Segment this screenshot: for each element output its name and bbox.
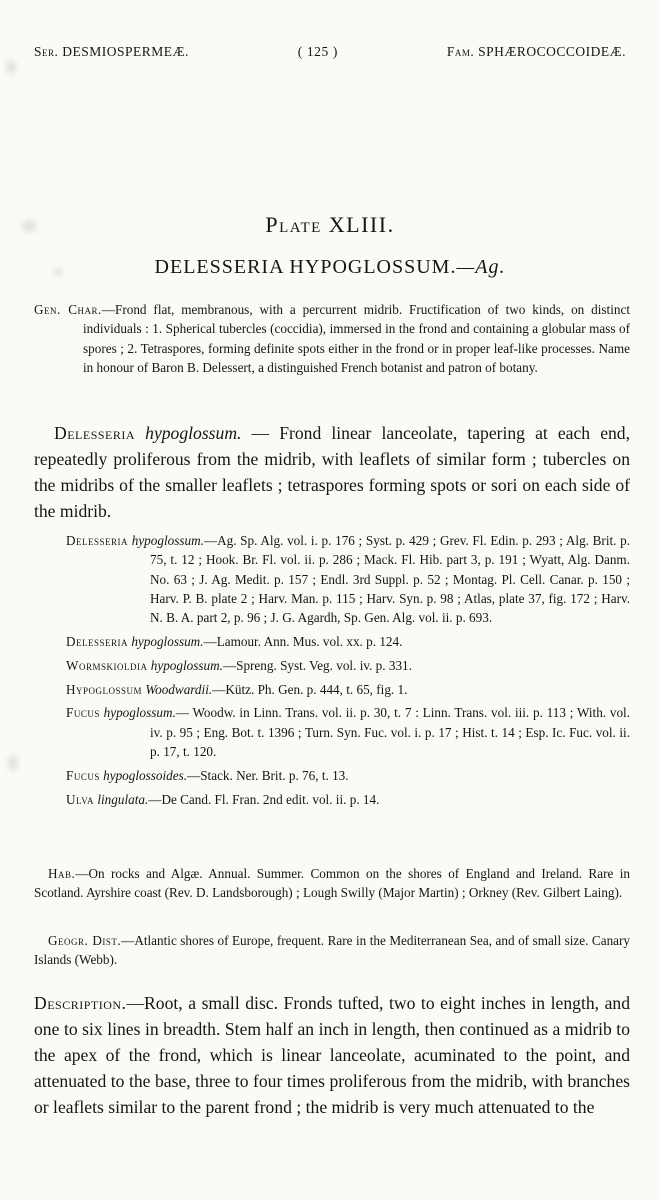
synonym-genus: Fucus (66, 767, 100, 783)
synonym-genus: Delesseria (66, 533, 129, 548)
diagnosis-text: — Frond linear lanceolate, tapering at each end, repeatedly proliferous from the midrib, with leaflets of similar form ; tubercles on the midribs of the smaller leaflets ; tetraspores forming spots or sori on each side of the midrib. (34, 423, 630, 521)
species-author: —Ag. (456, 256, 506, 278)
synonym-epithet: lingulata. (97, 791, 149, 807)
synonym-citation: —Spreng. Syst. Veg. vol. iv. p. 331. (222, 657, 412, 673)
habitat-text: —On rocks and Algæ. Annual. Summer. Common on the shores of England and Ireland. Rare in Scotland. Ayrshire coast (Rev. D. Landsborough) ; Lough Swilly (Major Martin) ; Orkney (Rev. Gilbert Laing). (34, 866, 630, 901)
synonym-entry (34, 790, 630, 809)
synonym-genus: Hypoglossum (66, 681, 143, 697)
description-paragraph (34, 990, 630, 1120)
geographic-distribution (34, 931, 630, 970)
synonym-genus: Fucus (66, 705, 100, 721)
synonym-entry (34, 766, 630, 785)
plate-title: Plate XLIII. (265, 212, 395, 237)
synonym-citation: —Ag. Sp. Alg. vol. i. p. 176 ; Syst. p. 429 ; Grev. Fl. Edin. p. 293 ; Alg. Brit. p. 75, t. 12 ; Hook. Br. Fl. vol. ii. p. 286 ; Mack. Fl. Hib. part 3, p. 191 ; Wyatt, Alg. Danm. No. 63 ; J. Ag. Medit. p. 157 ; Endl. 3rd Suppl. p. 52 ; Montag. Pl. Cell. Canar. p. 150 ; Harv. P. B. plate 2 ; Harv. Man. p. 115 ; Harv. Syn. p. 98 ; Atlas, plate 37, fig. 172 ; Harv. N. B. A. part 2, p. 96 ; J. G. Agardh, Sp. Gen. Alg. vol. ii. p. 693. (150, 533, 631, 626)
synonym-citation: —De Cand. Fl. Fran. 2nd edit. vol. ii. p. 14. (148, 791, 380, 807)
synonym-citation: —Kütz. Ph. Gen. p. 444, t. 65, fig. 1. (212, 681, 408, 697)
species-diagnosis (34, 420, 630, 524)
synonym-epithet: hypoglossum. (103, 705, 176, 721)
synonym-citation: —Lamour. Ann. Mus. vol. xx. p. 124. (203, 633, 403, 649)
synonym-genus: Ulva (66, 791, 95, 807)
synonym-entry (34, 656, 630, 675)
scan-smudge (8, 755, 18, 771)
synonym-entry (34, 680, 630, 699)
description-label: Description. (34, 993, 127, 1013)
synonym-epithet: hypoglossoides. (103, 767, 188, 783)
geographic-distribution-label: Geogr. Dist. (48, 933, 122, 948)
diagnosis-epithet: hypoglossum. (145, 423, 242, 443)
running-head (34, 44, 626, 60)
description-text: —Root, a small disc. Fronds tufted, two to eight inches in length, and one to six lines in breadth. Stem half an inch in length, then continued as a midrib to the apex of the frond, which is linear lanceolate, acuminated to the point, and attenuated to the base, three to four times proliferous from the midrib, with branches or leaflets similar to the parent frond ; the midrib is very much attenuated to the (34, 993, 630, 1117)
scan-smudge (6, 60, 16, 74)
habitat-paragraph (34, 864, 630, 903)
synonym-citation: —Stack. Ner. Brit. p. 76, t. 13. (187, 767, 349, 783)
species-heading (0, 256, 660, 279)
synonymy-list (34, 531, 630, 813)
page-number: ( 125 ) (297, 44, 338, 59)
synonym-entry (34, 703, 630, 761)
generic-character (34, 300, 630, 378)
geographic-distribution-text: —Atlantic shores of Europe, frequent. Rare in the Mediterranean Sea, and of small size. Canary Islands (Webb). (34, 933, 631, 968)
synonym-epithet: hypoglossum. (131, 533, 204, 548)
synonym-epithet: hypoglossum. (131, 633, 204, 649)
synonym-citation: — Woodw. in Linn. Trans. vol. ii. p. 30, t. 7 : Linn. Trans. vol. iii. p. 113 ; With. vol. iv. p. 95 ; Eng. Bot. t. 1396 ; Turn. Syn. Fuc. vol. i. p. 17 ; Hist. t. 14 ; Esp. Ic. Fuc. vol. ii. p. 17, t. 120. (150, 705, 631, 759)
generic-character-label: Gen. Char. (34, 302, 102, 317)
generic-character-text: —Frond flat, membranous, with a percurrent midrib. Fructification of two kinds, on distinct individuals : 1. Spherical tubercles (coccidia), immersed in the frond and containing a globular mass of spores ; 2. Tetraspores, forming definite spots either in the frond or in proper leaf-like processes. Name in honour of Baron B. Delessert, a distinguished French botanist and patron of botany. (83, 302, 631, 376)
diagnosis-genus: Delesseria (54, 423, 136, 443)
synonym-entry (34, 632, 630, 651)
synonym-epithet: hypoglossum. (150, 657, 223, 673)
synonym-entry (34, 531, 630, 627)
running-head-left: Ser. DESMIOSPERMEÆ. (34, 44, 189, 59)
habitat-label: Hab. (48, 866, 76, 881)
synonym-epithet: Woodwardii. (145, 681, 213, 697)
synonym-genus: Wormskioldia (66, 657, 148, 673)
species-name: DELESSERIA HYPOGLOSSUM. (154, 256, 457, 278)
running-head-right: Fam. SPHÆROCOCCOIDEÆ. (446, 44, 626, 59)
synonym-genus: Delesseria (66, 633, 129, 649)
